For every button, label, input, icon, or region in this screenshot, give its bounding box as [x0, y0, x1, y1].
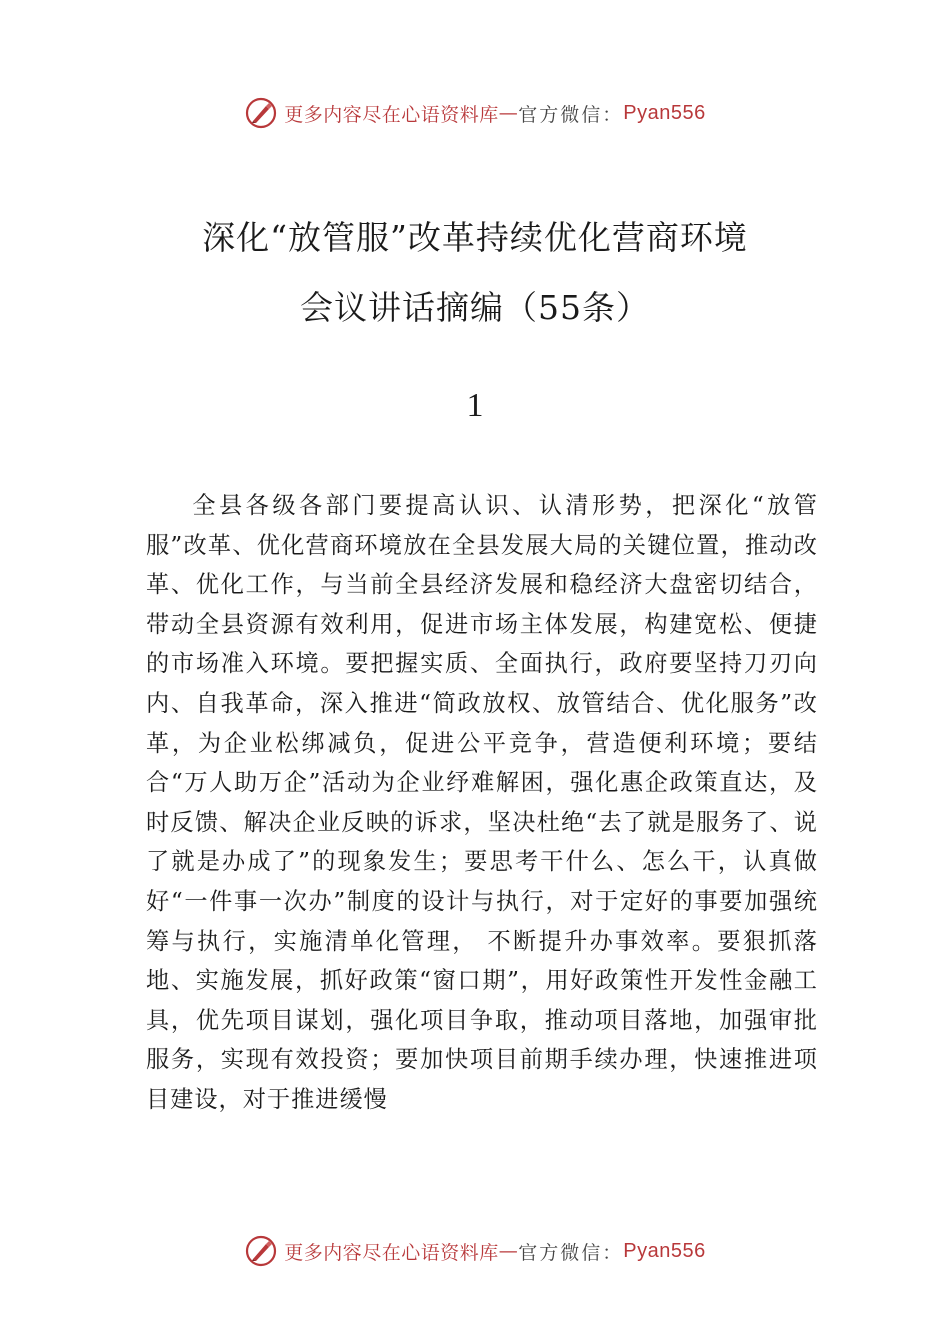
banner-dash: — [498, 102, 519, 124]
footer-banner [0, 1234, 950, 1268]
body-paragraph: 全县各级各部门要提高认识、认清形势，把深化“放管服”改革、优化营商环境放在全县发展大局的关键位置，推动改革、优化工作，与当前全县经济发展和稳经济大盘密切结合，带动全县资源有效利用，促进市场主体发展，构建宽松、便捷的市场准入环境。要把握实质、全面执行，政府要坚持刀刃向内、自我革命，深入推进“简政放权、放管结合、优化服务”改革，为企业松绑减负，促进公平竞争，营造便利环境；要结合“万人助万企”活动为企业纾难解困，强化惠企政策直达，及时反馈、解决企业反映的诉求，坚决杜绝“去了就是服务了、说了就是办成了”的现象发生；要思考干什么、怎么干，认真做好“一件事一次办”制度的设计与执行，对于定好的事要加强统筹与执行，实施清单化管理， 不断提升办事效率。要狠抓落地、实施发展，抓好政策“窗口期”，用好政策性开发性金融工具，优先项目谋划，强化项目争取，推动项目落地，加强审批服务，实现有效投资；要加快项目前期手续办理，快速推进项目建设，对于推进缓慢 [146, 492, 818, 1113]
banner-wechat-id: Pyan556 [623, 1239, 706, 1262]
banner-text: 更多内容尽在心语资料库 [284, 1241, 499, 1264]
banner-wechat-label: 官方微信： [518, 1241, 624, 1264]
document-title-line1: 深化“放管服”改革持续优化营商环境 [202, 218, 748, 257]
banner-wechat-id: Pyan556 [623, 101, 706, 124]
document-title-line2: 会议讲话摘编（55条） [300, 288, 650, 327]
pen-logo-icon [244, 96, 278, 130]
banner-wechat-label: 官方微信： [518, 103, 624, 126]
banner-text: 更多内容尽在心语资料库 [284, 103, 499, 126]
section-number: 1 [466, 387, 484, 424]
banner-dash: — [498, 1240, 519, 1262]
pen-logo-icon [244, 1234, 278, 1268]
header-banner [0, 96, 950, 130]
